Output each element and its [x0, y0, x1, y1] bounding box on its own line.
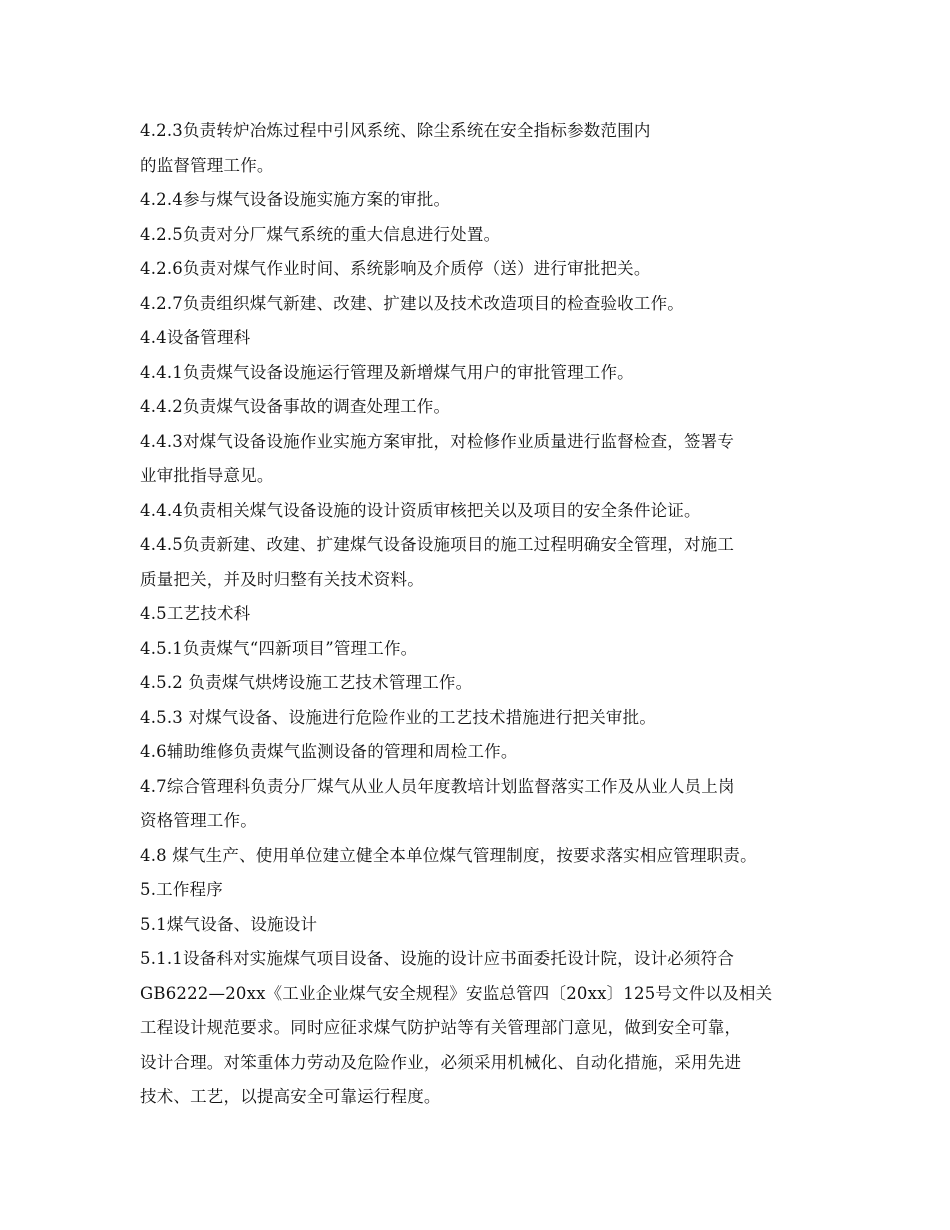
text-line: 5.工作程序: [140, 880, 223, 899]
text-line: 4.2.5负责对分厂煤气系统的重大信息进行处置。: [140, 224, 501, 244]
text-line: 4.5.2 负责煤气烘烤设施工艺技术管理工作。: [140, 673, 473, 692]
text-line: 4.4.5负责新建、改建、扩建煤气设备设施项目的施工过程明确安全管理，对施工: [140, 535, 735, 554]
text-line: 业审批指导意见。: [140, 466, 274, 485]
text-line: 4.4.2负责煤气设备事故的调查处理工作。: [140, 397, 451, 416]
text-line: 工程设计规范要求。同时应征求煤气防护站等有关管理部门意见，做到安全可靠，: [140, 1018, 742, 1037]
text-line: 4.4设备管理科: [140, 328, 251, 347]
text-line: 技术、工艺，以提高安全可靠运行程度。: [140, 1087, 441, 1106]
text-line: 4.2.6负责对煤气作业时间、系统影响及介质停（送）进行审批把关。: [140, 259, 651, 278]
text-line: 5.1.1设备科对实施煤气项目设备、设施的设计应书面委托设计院，设计必须符合: [140, 949, 735, 968]
text-line: 4.7综合管理科负责分厂煤气从业人员年度教培计划监督落实工作及从业人员上岗: [140, 776, 735, 796]
text-line: 4.4.3对煤气设备设施作业实施方案审批，对检修作业质量进行监督检查，签署专: [140, 431, 735, 451]
document-body: [140, 114, 840, 1115]
text-line: 质量把关，并及时归整有关技术资料。: [140, 569, 424, 589]
text-line: 4.6辅助维修负责煤气监测设备的管理和周检工作。: [140, 742, 518, 761]
text-line: 4.2.7负责组织煤气新建、改建、扩建以及技术改造项目的检查验收工作。: [140, 293, 684, 313]
text-line: 4.8 煤气生产、使用单位建立健全本单位煤气管理制度，按要求落实相应管理职责。: [140, 845, 757, 865]
text-line: 4.5.1负责煤气“四新项目”管理工作。: [140, 638, 418, 658]
text-line: 4.5工艺技术科: [140, 604, 251, 623]
text-line: 4.5.3 对煤气设备、设施进行危险作业的工艺技术措施进行把关审批。: [140, 707, 657, 727]
text-line: 资格管理工作。: [140, 811, 257, 830]
text-line: 的监督管理工作。: [140, 155, 274, 175]
text-line: 4.4.1负责煤气设备设施运行管理及新增煤气用户的审批管理工作。: [140, 362, 634, 382]
text-line: GB6222—20xx《工业企业煤气安全规程》安监总管四〔20xx〕125号文件以及相关: [140, 983, 773, 1003]
text-line: 5.1煤气设备、设施设计: [140, 914, 318, 934]
text-line: 4.2.4参与煤气设备设施实施方案的审批。: [140, 190, 451, 209]
text-line: 4.4.4负责相关煤气设备设施的设计资质审核把关以及项目的安全条件论证。: [140, 500, 701, 520]
text-line: 4.2.3负责转炉冶炼过程中引风系统、除尘系统在安全指标参数范围内: [140, 121, 651, 140]
text-line: 设计合理。对笨重体力劳动及危险作业，必须采用机械化、自动化措施，采用先进: [140, 1052, 742, 1072]
